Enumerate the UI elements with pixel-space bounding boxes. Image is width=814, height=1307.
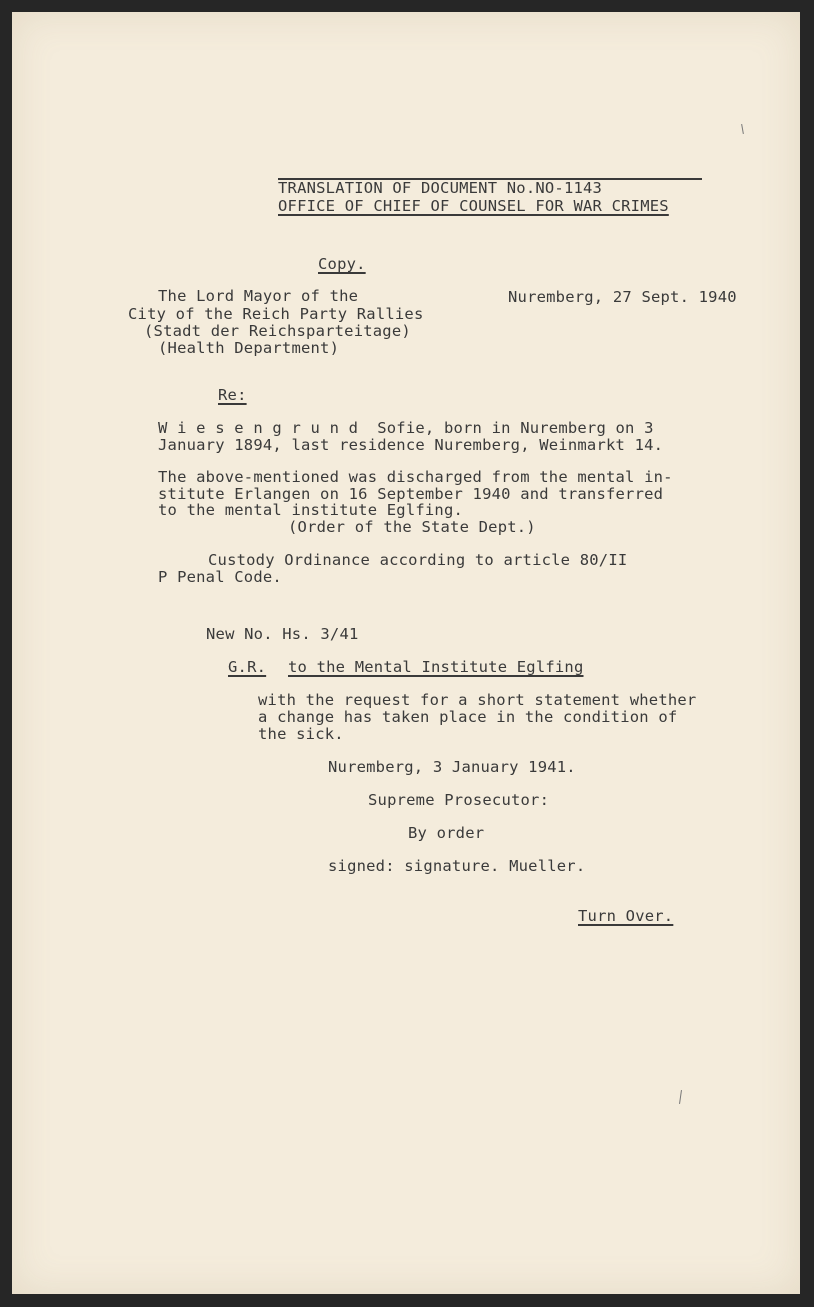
copy-label: Copy. [318, 255, 366, 273]
prosecutor-title: Supreme Prosecutor: [368, 791, 550, 809]
gr-label: G.R. [228, 658, 267, 676]
request-line-1: with the request for a short statement whether [258, 691, 697, 709]
closing-date: Nuremberg, 3 January 1941. [328, 758, 576, 776]
custody-line-2: P Penal Code. [158, 568, 282, 586]
stray-pencil-mark [679, 1090, 682, 1104]
subject-line-1: W i e s e n g r u n d Sofie, born in Nuremberg on 3 [158, 419, 654, 437]
signature-line: signed: signature. Mueller. [328, 857, 586, 875]
new-number: New No. Hs. 3/41 [206, 625, 359, 643]
sender-line-3: (Stadt der Reichsparteitage) [144, 322, 411, 340]
sender-line-1: The Lord Mayor of the [158, 287, 359, 305]
custody-line-1: Custody Ordinance according to article 80/II [208, 551, 628, 569]
body-line-2: stitute Erlangen on 16 September 1940 and transferred [158, 485, 664, 503]
re-label: Re: [218, 386, 247, 404]
date-place: Nuremberg, 27 Sept. 1940 [508, 288, 737, 306]
document-page [12, 12, 800, 1294]
stray-pencil-mark [741, 124, 744, 134]
gr-recipient: to the Mental Institute Eglfing [288, 658, 584, 676]
turn-over: Turn Over. [578, 907, 674, 925]
body-line-4: (Order of the State Dept.) [288, 518, 536, 536]
by-order: By order [408, 824, 485, 842]
body-line-1: The above-mentioned was discharged from the mental in- [158, 468, 673, 486]
body-line-3: to the mental institute Eglfing. [158, 501, 464, 519]
header-line-1: TRANSLATION OF DOCUMENT No.NO-1143 [278, 179, 603, 197]
sender-line-4: (Health Department) [158, 339, 340, 357]
subject-line-2: January 1894, last residence Nuremberg, Weinmarkt 14. [158, 436, 664, 454]
request-line-3: the sick. [258, 725, 344, 743]
header-line-2: OFFICE OF CHIEF OF COUNSEL FOR WAR CRIMES [278, 197, 669, 215]
request-line-2: a change has taken place in the condition of [258, 708, 678, 726]
sender-line-2: City of the Reich Party Rallies [128, 305, 424, 323]
